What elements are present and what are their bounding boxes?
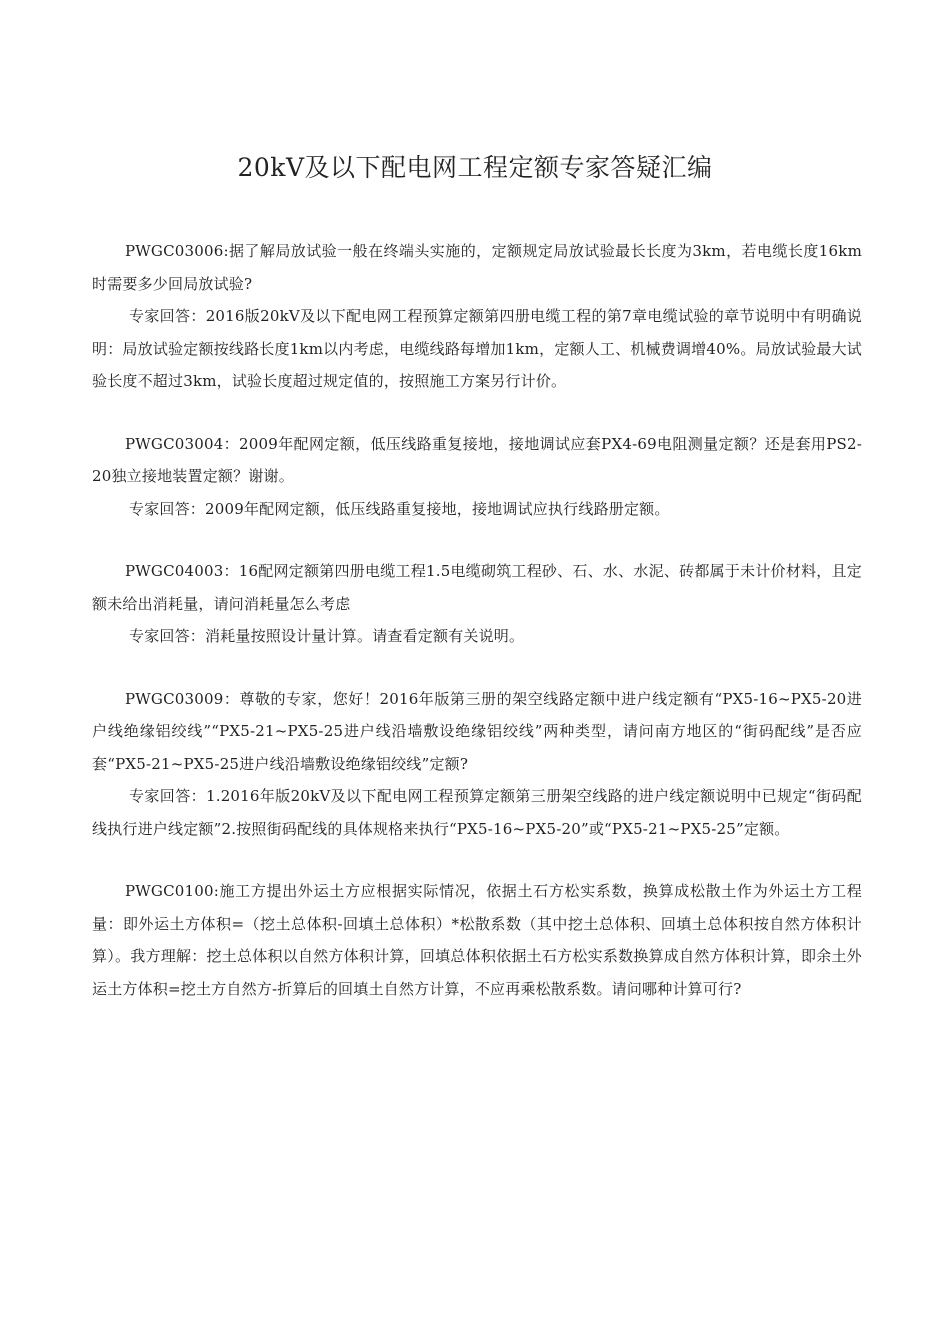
qa-entry-4 — [92, 683, 862, 846]
answer-text: 专家回答：1.2016年版20kV及以下配电网工程预算定额第三册架空线路的进户线定额说明中已规定“街码配线执行进户线定额”2.按照街码配线的具体规格来执行“PX5-16~PX5-20”或“PX5-21~PX5-25”定额。 — [92, 787, 862, 838]
qa-entry-2 — [92, 428, 862, 526]
answer-text: 专家回答：2016版20kV及以下配电网工程预算定额第四册电缆工程的第7章电缆试验的章节说明中有明确说明：局放试验定额按线路长度1km以内考虑，电缆线路每增加1km，定额人工、机械费调增40%。局放试验最大试验长度不超过3km，试验长度超过规定值的，按照施工方案另行计价。 — [92, 307, 862, 390]
qa-entry-1 — [92, 235, 862, 398]
document-title: 20kV及以下配电网工程定额专家答疑汇编 — [237, 153, 713, 182]
qa-entry-5 — [92, 875, 862, 1005]
question-text: PWGC03004：2009年配网定额，低压线路重复接地，接地调试应套PX4-69电阻测量定额？还是套用PS2-20独立接地装置定额？谢谢。 — [92, 434, 862, 485]
question-text: PWGC04003：16配网定额第四册电缆工程1.5电缆砌筑工程砂、石、水、水泥、砖都属于未计价材料，且定额未给出消耗量，请问消耗量怎么考虑 — [92, 562, 862, 613]
question-text: PWGC03006:据了解局放试验一般在终端头实施的，定额规定局放试验最长长度为3km，若电缆长度16km时需要多少回局放试验? — [92, 242, 862, 293]
answer-text: 专家回答：2009年配网定额，低压线路重复接地，接地调试应执行线路册定额。 — [129, 499, 670, 518]
question-text: PWGC0100:施工方提出外运土方应根据实际情况，依据土石方松实系数，换算成松散土作为外运土方工程量：即外运土方体积=（挖土总体积-回填土总体积）*松散系数（其中挖土总体积、回填土总体积按自然方体积计算）。我方理解：挖土总体积以自然方体积计算，回填总体积依据土石方松实系数换算成自然方体积计算，即余土外运土方体积=挖土方自然方-折算后的回填土自然方计算，不应再乘松散系数。请问哪种计算可行? — [92, 882, 862, 998]
qa-entry-3 — [92, 555, 862, 653]
question-text: PWGC03009：尊敬的专家，您好！2016年版第三册的架空线路定额中进户线定额有“PX5-16~PX5-20进户线绝缘铝绞线”“PX5-21~PX5-25进户线沿墙敷设绝缘铝绞线”两种类型，请问南方地区的“街码配线”是否应套“PX5-21~PX5-25进户线沿墙敷设绝缘铝绞线”定额? — [92, 689, 862, 773]
qa-list — [92, 235, 862, 1005]
answer-text: 专家回答：消耗量按照设计量计算。请查看定额有关说明。 — [129, 627, 525, 645]
